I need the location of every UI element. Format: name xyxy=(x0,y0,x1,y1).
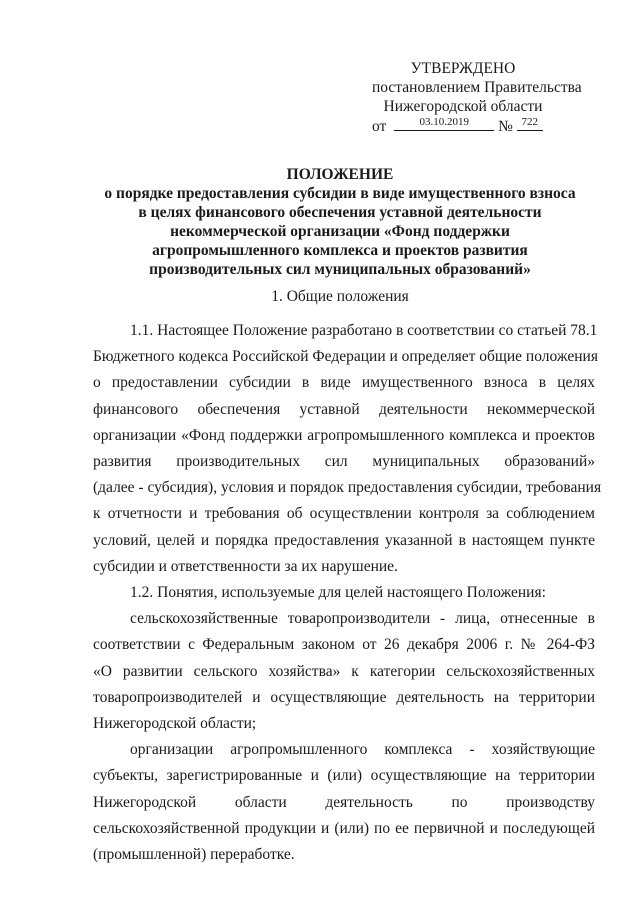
title-line: некоммерческой организации «Фонд поддержки xyxy=(170,223,510,240)
approval-line-1: постановлением Правительства xyxy=(372,79,582,96)
body-line: Нижегородской области; xyxy=(93,715,257,733)
body-line: субсидии и ответственности за их нарушение. xyxy=(93,557,398,575)
body-line: к отчетности и требования об осуществлении контроля за соблюдением xyxy=(93,505,595,523)
title-line: о порядке предоставления субсидии в виде имущественного взноса xyxy=(104,185,576,202)
section-heading: 1. Общие положения xyxy=(271,288,409,305)
body-line: товаропроизводителей и осуществляющие деятельность на территории xyxy=(93,688,595,706)
date-underline xyxy=(394,116,494,131)
title-line: производительных сил муниципальных образований» xyxy=(149,261,531,278)
approval-line-2: Нижегородской области xyxy=(383,98,543,115)
number-underline xyxy=(517,116,543,131)
body-line: сельскохозяйственные товаропроизводители - лица, отнесенные в xyxy=(130,610,595,628)
body-line: Нижегородской области деятельность по производству xyxy=(93,793,595,811)
body-line: финансового обеспечения уставной деятельности некоммерческой xyxy=(93,400,595,418)
approval-date: 03.10.2019 xyxy=(419,116,469,128)
body-line: 1.1. Настоящее Положение разработано в соответствии со статьей 78.1 xyxy=(130,322,598,339)
body-line: «О развитии сельского хозяйства» к категории сельскохозяйственных xyxy=(93,662,595,680)
body-line: развития производительных сил муниципальных образований» xyxy=(93,453,595,471)
body-line: (далее - субсидия), условия и порядок предоставления субсидии, требования xyxy=(93,479,602,497)
title-line: в целях финансового обеспечения уставной деятельности xyxy=(138,204,542,221)
body-line: сельскохозяйственной продукции и (или) по ее первичной и последующей xyxy=(93,819,595,837)
body-line: соответствии с Федеральным законом от 26 декабря 2006 г. № 264-ФЗ xyxy=(93,636,595,654)
approval-heading: УТВЕРЖДЕНО xyxy=(410,60,516,77)
approval-stamp xyxy=(372,59,582,135)
number-label: № xyxy=(498,118,513,135)
document-title xyxy=(100,165,580,279)
body-line: о предоставлении субсидии в виде имущественного взноса в целях xyxy=(93,374,595,392)
body-line: организации агропромышленного комплекса - хозяйствующие xyxy=(130,741,595,759)
body-line: субъекты, зарегистрированные и (или) осуществляющие на территории xyxy=(93,767,595,785)
body-line: Бюджетного кодекса Российской Федерации и определяет общие положения xyxy=(93,348,598,366)
body-line: (промышленной) переработке. xyxy=(93,846,295,864)
document-body xyxy=(93,318,602,868)
title-line: ПОЛОЖЕНИЕ xyxy=(286,166,394,183)
from-label: от xyxy=(372,118,387,135)
body-line: 1.2. Понятия, используемые для целей настоящего Положения: xyxy=(130,584,546,602)
approval-number: 722 xyxy=(521,116,538,128)
body-line: организации «Фонд поддержки агропромышленного комплекса и проектов xyxy=(93,426,595,444)
approval-date-line xyxy=(372,116,554,135)
body-line: условий, целей и порядка предоставления указанной в настоящем пункте xyxy=(93,531,595,549)
title-line: агропромышленного комплекса и проектов развития xyxy=(152,242,528,259)
